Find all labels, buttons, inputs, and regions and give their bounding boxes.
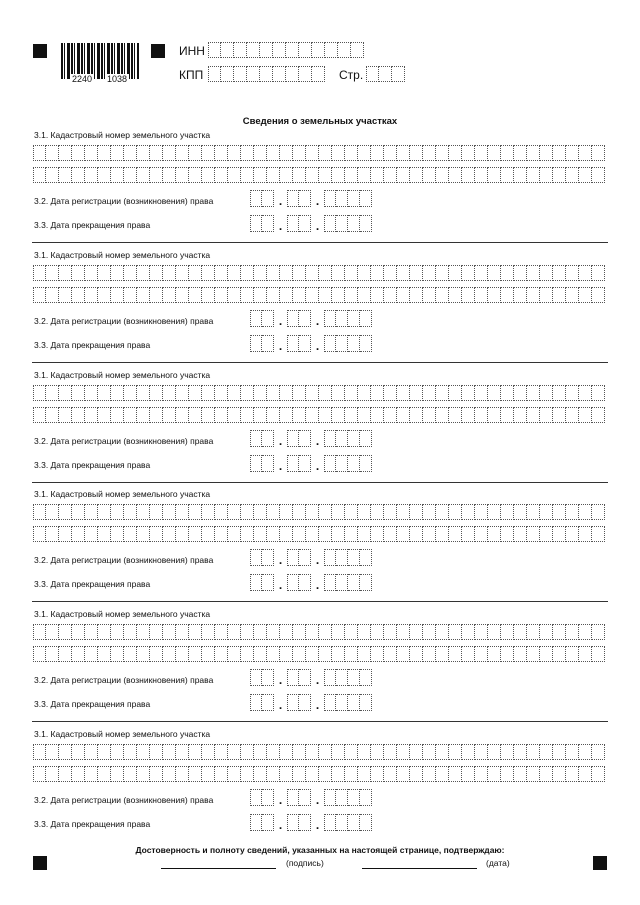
cadastral-label: 3.1. Кадастровый номер земельного участка	[34, 250, 211, 260]
cadastral-row-2[interactable]	[33, 526, 605, 542]
kpp-field[interactable]	[208, 66, 325, 82]
confirmation-text: Достоверность и полноту сведений, указанных на настоящей странице, подтверждаю:	[135, 845, 505, 855]
end-date-field[interactable]: . .	[250, 694, 372, 716]
reg-date-label: 3.2. Дата регистрации (возникновения) права	[34, 795, 214, 805]
block-separator	[32, 482, 608, 483]
cadastral-row-1[interactable]	[33, 145, 605, 161]
cadastral-row-1[interactable]	[33, 385, 605, 401]
end-date-label: 3.3. Дата прекращения права	[34, 819, 151, 829]
reg-date-label: 3.2. Дата регистрации (возникновения) права	[34, 316, 214, 326]
cadastral-label: 3.1. Кадастровый номер земельного участка	[34, 130, 211, 140]
barcode-number-left: 2240	[72, 74, 93, 84]
end-date-label: 3.3. Дата прекращения права	[34, 579, 151, 589]
reg-date-field[interactable]: . .	[250, 789, 372, 811]
cadastral-label: 3.1. Кадастровый номер земельного участка	[34, 370, 211, 380]
corner-marker-top-right	[151, 44, 165, 58]
cadastral-label: 3.1. Кадастровый номер земельного участка	[34, 609, 211, 619]
end-date-field[interactable]: . .	[250, 574, 372, 596]
block-separator	[32, 721, 608, 722]
reg-date-field[interactable]: . .	[250, 549, 372, 571]
end-date-label: 3.3. Дата прекращения права	[34, 460, 151, 470]
end-date-field[interactable]: . .	[250, 335, 372, 357]
end-date-label: 3.3. Дата прекращения права	[34, 699, 151, 709]
signature-line[interactable]	[161, 868, 276, 869]
corner-marker-top-left	[33, 44, 47, 58]
end-date-field[interactable]: . .	[250, 215, 372, 237]
reg-date-field[interactable]: . .	[250, 430, 372, 452]
date-label: (дата)	[486, 858, 510, 868]
end-date-label: 3.3. Дата прекращения права	[34, 220, 151, 230]
reg-date-label: 3.2. Дата регистрации (возникновения) права	[34, 555, 214, 565]
block-separator	[32, 601, 608, 602]
signature-label: (подпись)	[286, 858, 324, 868]
kpp-label: КПП	[179, 68, 204, 82]
cadastral-row-1[interactable]	[33, 504, 605, 520]
cadastral-row-2[interactable]	[33, 287, 605, 303]
reg-date-field[interactable]: . .	[250, 669, 372, 691]
cadastral-row-2[interactable]	[33, 766, 605, 782]
end-date-label: 3.3. Дата прекращения права	[34, 340, 151, 350]
cadastral-row-1[interactable]	[33, 744, 605, 760]
date-line[interactable]	[362, 868, 477, 869]
cadastral-row-1[interactable]	[33, 265, 605, 281]
cadastral-row-2[interactable]	[33, 407, 605, 423]
cadastral-row-2[interactable]	[33, 167, 605, 183]
block-separator	[32, 242, 608, 243]
reg-date-field[interactable]: . .	[250, 190, 372, 212]
page-number-field[interactable]	[366, 66, 405, 82]
cadastral-label: 3.1. Кадастровый номер земельного участка	[34, 729, 211, 739]
cadastral-label: 3.1. Кадастровый номер земельного участка	[34, 489, 211, 499]
inn-field[interactable]	[208, 42, 364, 58]
cadastral-row-1[interactable]	[33, 624, 605, 640]
section-title: Сведения о земельных участках	[242, 116, 398, 127]
page-label: Стр.	[339, 68, 364, 82]
block-separator	[32, 362, 608, 363]
cadastral-row-2[interactable]	[33, 646, 605, 662]
corner-marker-bottom-right	[593, 856, 607, 870]
reg-date-field[interactable]: . .	[250, 310, 372, 332]
end-date-field[interactable]: . .	[250, 814, 372, 836]
inn-label: ИНН	[179, 44, 205, 58]
barcode-number-right: 1038	[107, 74, 128, 84]
reg-date-label: 3.2. Дата регистрации (возникновения) права	[34, 436, 214, 446]
corner-marker-bottom-left	[33, 856, 47, 870]
reg-date-label: 3.2. Дата регистрации (возникновения) права	[34, 196, 214, 206]
end-date-field[interactable]: . .	[250, 455, 372, 477]
reg-date-label: 3.2. Дата регистрации (возникновения) права	[34, 675, 214, 685]
